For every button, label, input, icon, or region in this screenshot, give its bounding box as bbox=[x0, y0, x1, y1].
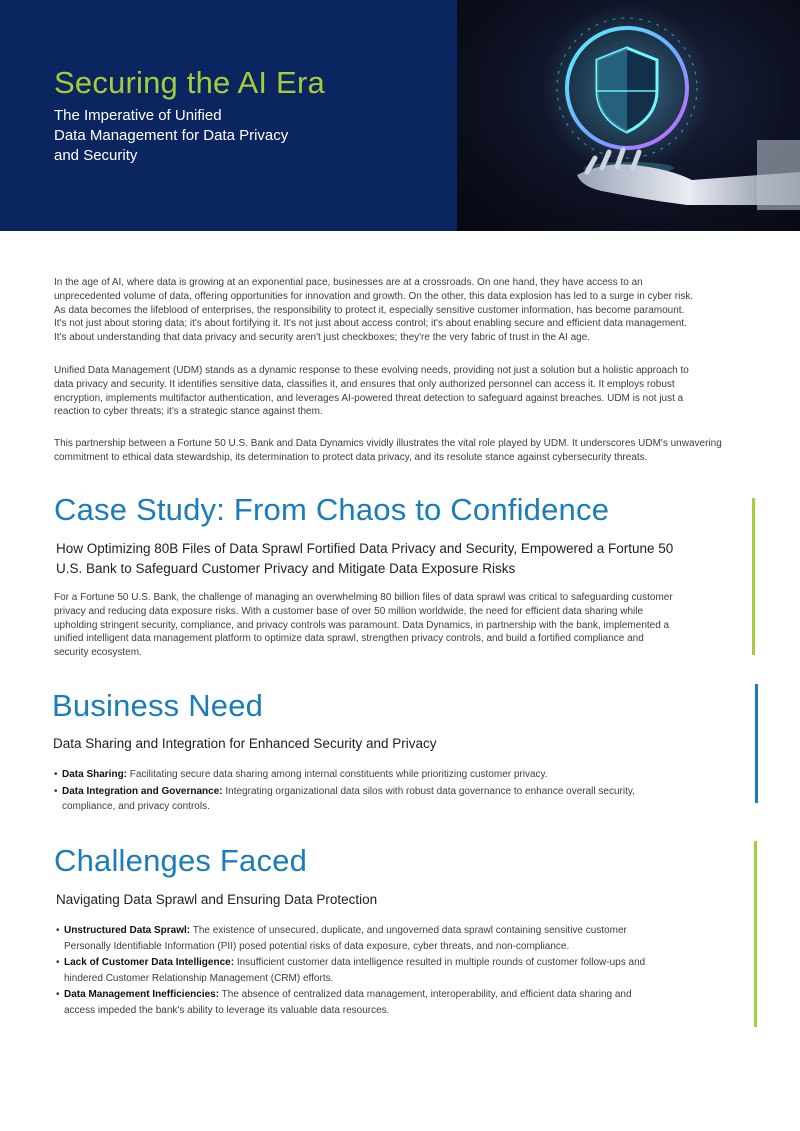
text-line: Unified Data Management (UDM) stands as a dynamic response to these evolving needs, providing not just a solution but a holistic approach to bbox=[54, 365, 689, 376]
hero-title: Securing the AI Era bbox=[54, 65, 325, 100]
hero-subtitle-line: The Imperative of Unified bbox=[54, 107, 222, 124]
hero-subtitle-line: Data Management for Data Privacy bbox=[54, 127, 289, 144]
business-need-list bbox=[54, 767, 744, 816]
list-item bbox=[56, 987, 746, 1018]
text-line: For a Fortune 50 U.S. Bank, the challenge of managing an overwhelming 80 billion files of data sprawl was critical to safeguarding customer bbox=[54, 592, 673, 603]
text-line: It's not just about storing data; it's about fortifying it. It's not just about access control; it's about enabling secure and efficient data management. bbox=[54, 318, 687, 330]
accent-bar bbox=[755, 684, 758, 803]
item-text: The existence of unsecured, duplicate, and ungoverned data sprawl containing sensitive customer bbox=[190, 925, 627, 936]
challenges-heading: Challenges Faced bbox=[54, 843, 308, 878]
text-line: As data becomes the lifeblood of enterprises, the responsibility to protect it, especially sensitive customer information, has become paramount. bbox=[54, 304, 685, 316]
accent-bar bbox=[754, 841, 757, 1027]
text-line: encryption, implements multifactor authentication, and leverages AI-powered threat detection to safeguard against breaches. UDM is not just a bbox=[54, 392, 684, 404]
case-study-subheading bbox=[56, 539, 673, 579]
item-text: Facilitating secure data sharing among internal constituents while prioritizing customer privacy. bbox=[127, 769, 548, 780]
business-need-heading: Business Need bbox=[52, 688, 264, 723]
business-need-subheading: Data Sharing and Integration for Enhanced Security and Privacy bbox=[53, 736, 437, 751]
item-label: Data Management Inefficiencies: bbox=[64, 989, 220, 1000]
case-study-body bbox=[54, 591, 754, 660]
item-label: Lack of Customer Data Intelligence: bbox=[64, 957, 235, 968]
case-study-heading: Case Study: From Chaos to Confidence bbox=[54, 492, 610, 527]
item-text-continued: Personally Identifiable Information (PII) posed potential risks of data exposure, cyber threats, and non-compliance. bbox=[64, 940, 570, 952]
challenges-subheading: Navigating Data Sprawl and Ensuring Data Protection bbox=[56, 892, 378, 907]
list-item bbox=[56, 955, 746, 986]
item-text: The absence of centralized data management, interoperability, and efficient data sharing and bbox=[219, 989, 632, 1000]
item-text-continued: access impeded the bank's ability to leverage its valuable data resources. bbox=[64, 1004, 390, 1016]
hero-subtitle-line: and Security bbox=[54, 147, 138, 164]
text-line: It's about understanding that data privacy and security aren't just checkboxes; they're the very fabric of trust in the AI age. bbox=[54, 332, 591, 344]
item-text: Integrating organizational data silos with robust data governance to enhance overall security, bbox=[222, 785, 635, 797]
item-label: Data Integration and Governance: bbox=[62, 785, 223, 797]
hero-subtitle bbox=[54, 106, 444, 166]
shield-on-robotic-hand-icon bbox=[457, 0, 800, 231]
text-line: In the age of AI, where data is growing at an exponential pace, businesses are at a crossroads. On one hand, they have access to an bbox=[54, 277, 643, 288]
intro-paragraph-2 bbox=[54, 364, 754, 419]
intro-paragraph-3 bbox=[54, 437, 754, 465]
text-line: upholding stringent security, compliance, and privacy controls was paramount. Data Dynamics, in partnership with the bank, implemented a bbox=[54, 619, 670, 631]
hero-banner bbox=[0, 0, 800, 231]
hero-text bbox=[54, 64, 444, 166]
list-item bbox=[54, 784, 744, 815]
item-text-continued: compliance, and privacy controls. bbox=[62, 801, 210, 812]
item-label: Unstructured Data Sprawl: bbox=[64, 925, 191, 936]
text-line: privacy and reducing data exposure risks. With a customer base of over 50 million worldwide, the need for efficient data sharing while bbox=[54, 605, 644, 617]
item-text-continued: hindered Customer Relationship Management (CRM) efforts. bbox=[64, 972, 334, 984]
item-text: Insufficient customer data intelligence resulted in multiple rounds of customer follow-ups and bbox=[234, 957, 646, 968]
text-line: data privacy and security. It identifies sensitive data, classifies it, and ensures that only authorized personnel can access it. It employs robust bbox=[54, 378, 675, 390]
text-line: commitment to ethical data stewardship, its determination to protect data privacy, and its resolute stance against cybersecurity threats. bbox=[54, 451, 648, 463]
item-label: Data Sharing: bbox=[62, 769, 128, 780]
subheading-line: U.S. Bank to Safeguard Customer Privacy and Mitigate Data Exposure Risks bbox=[56, 561, 516, 576]
intro-paragraph-1 bbox=[54, 276, 754, 345]
challenges-list bbox=[56, 923, 746, 1019]
text-line: reaction to cyber threats; it's a strategic stance against them. bbox=[54, 406, 323, 418]
list-item bbox=[54, 767, 744, 783]
text-line: security ecosystem. bbox=[54, 647, 142, 659]
subheading-line: How Optimizing 80B Files of Data Sprawl Fortified Data Privacy and Security, Empowered a Fortune 50 bbox=[56, 541, 674, 556]
list-item bbox=[56, 923, 746, 954]
text-line: unprecedented volume of data, offering opportunities for innovation and growth. On the other, this data explosion has led to a surge in cyber risk. bbox=[54, 290, 694, 302]
text-line: This partnership between a Fortune 50 U.S. Bank and Data Dynamics vividly illustrates the vital role played by UDM. It underscores UDM's unwavering bbox=[54, 438, 722, 449]
text-line: unified intelligent data management platform to optimize data sprawl, strengthen privacy controls, and build a fortified compliance and bbox=[54, 633, 644, 645]
